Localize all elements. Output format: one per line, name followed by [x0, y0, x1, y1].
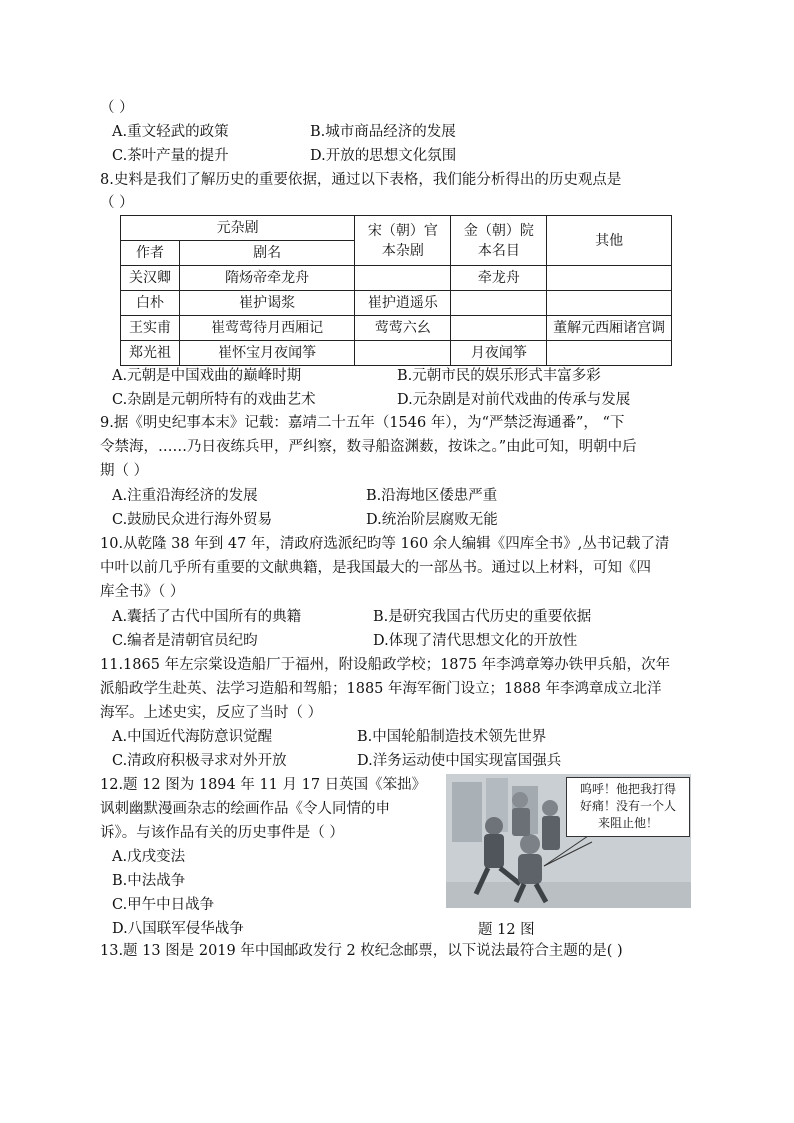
- table-row: [121, 316, 672, 341]
- table-cell-song: 莺莺六幺: [355, 316, 451, 341]
- q12-stem-line2: 讽刺幽默漫画杂志的绘画作品《令人同情的申: [100, 801, 390, 817]
- table-row: [121, 291, 672, 316]
- table-cell-author: 王实甫: [121, 316, 180, 341]
- q12-option-b: B.中法战争: [112, 873, 186, 889]
- table-cell-other: [547, 266, 672, 291]
- q8-option-c: C.杂剧是元朝所特有的戏曲艺术: [112, 392, 316, 408]
- q11-option-c: C.清政府积极寻求对外开放: [112, 753, 287, 769]
- q7-option-d: D.开放的思想文化氛围: [310, 148, 457, 164]
- table-row: [121, 341, 672, 366]
- table-cell-jin: [451, 316, 547, 341]
- q9-stem-line2: 令禁海，……乃日夜练兵甲，严纠察，数寻船盗渊薮，按诛之。”由此可知，明朝中后: [100, 439, 637, 455]
- q8-option-d: D.元杂剧是对前代戏曲的传承与发展: [397, 392, 631, 408]
- table-header-jin-line1: 金（朝）院: [463, 222, 534, 239]
- drama-history-table: [120, 215, 672, 366]
- q10-stem-line1: 10.从乾隆 38 年到 47 年，清政府选派纪昀等 160 余人编辑《四库全书》,丛书记载了清: [100, 536, 670, 552]
- table-cell-jin: 月夜闻筝: [451, 341, 547, 366]
- q9-option-b: B.沿海地区倭患严重: [366, 488, 498, 504]
- q10-stem-line3: 库全书》（ ）: [100, 584, 185, 600]
- q8-option-b: B.元朝市民的娱乐形式丰富多彩: [397, 368, 601, 384]
- table-header-author: 作者: [121, 241, 180, 266]
- q9-stem-line3: 期（ ）: [100, 463, 149, 479]
- q11-stem-line2: 派船政学生赴英、法学习造船和驾船；1885 年海军衙门设立；1888 年李鸿章成立北洋: [100, 681, 662, 697]
- q7-answer-blank: （ ）: [100, 100, 134, 116]
- q10-stem-line2: 中叶以前几乎所有重要的文献典籍，是我国最大的一部丛书。通过以上材料，可知《四: [100, 560, 651, 576]
- q12-option-d: D.八国联军侵华战争: [112, 921, 244, 937]
- q7-option-a: A.重文轻武的政策: [112, 124, 229, 140]
- q9-option-a: A.注重沿海经济的发展: [112, 488, 258, 504]
- table-cell-song: [355, 341, 451, 366]
- table-header-song-line2: 本杂剧: [381, 242, 424, 259]
- q9-option-c: C.鼓励民众进行海外贸易: [112, 512, 273, 528]
- q12-stem-line1: 12.题 12 图为 1894 年 11 月 17 日英国《笨拙》: [100, 777, 427, 793]
- table-cell-song: [355, 266, 451, 291]
- table-header-other: 其他: [547, 216, 672, 266]
- table-cell-play: 隋炀帝牵龙舟: [180, 266, 355, 291]
- speech-bubble-line3: 来阻止他！: [597, 816, 658, 830]
- q13-stem-line1: 13.题 13 图是 2019 年中国邮政发行 2 枚纪念邮票，以下说法最符合主题的是( ): [100, 943, 623, 959]
- q8-stem-line1: 8.史料是我们了解历史的重要依据，通过以下表格，我们能分析得出的历史观点是: [100, 172, 622, 188]
- table-header-jin-line2: 本名目: [477, 242, 520, 259]
- table-cell-jin: [451, 291, 547, 316]
- table-cell-play: 崔莺莺待月西厢记: [180, 316, 355, 341]
- q8-option-a: A.元朝是中国戏曲的巅峰时期: [112, 368, 302, 384]
- q10-option-a: A.囊括了古代中国所有的典籍: [112, 609, 302, 625]
- table-cell-other: [547, 341, 672, 366]
- speech-bubble-line1: 呜呼！他把我打得: [579, 782, 676, 796]
- speech-bubble-line2: 好痛！没有一个人: [579, 799, 676, 813]
- table-cell-song: 崔护逍遥乐: [355, 291, 451, 316]
- table-row: [121, 266, 672, 291]
- table-cell-author: 郑光祖: [121, 341, 180, 366]
- table-cell-author: 关汉卿: [121, 266, 180, 291]
- table-header-song: [355, 216, 451, 266]
- table-cell-play: 崔护谒浆: [180, 291, 355, 316]
- q11-option-a: A.中国近代海防意识觉醒: [112, 729, 273, 745]
- q10-option-b: B.是研究我国古代历史的重要依据: [373, 609, 592, 625]
- q11-stem-line3: 海军。上述史实，反应了当时（ ）: [100, 705, 323, 721]
- q10-option-c: C.编者是清朝官员纪昀: [112, 633, 258, 649]
- table-header-yuan: 元杂剧: [121, 216, 355, 241]
- q11-stem-line1: 11.1865 年左宗棠设造船厂于福州，附设船政学校；1875 年李鸿章筹办铁甲兵船，次年: [100, 657, 671, 673]
- speech-bubble: [566, 777, 690, 837]
- table-header-song-line1: 宋（朝）官: [367, 222, 438, 239]
- table-header-play: 剧名: [180, 241, 355, 266]
- table-cell-author: 白朴: [121, 291, 180, 316]
- q12-option-a: A.戊戌变法: [112, 849, 186, 865]
- table-cell-jin: 牵龙舟: [451, 266, 547, 291]
- table-cell-play: 崔怀宝月夜闻筝: [180, 341, 355, 366]
- table-cell-other: [547, 291, 672, 316]
- q7-option-b: B.城市商品经济的发展: [310, 124, 456, 140]
- table-cell-other: 董解元西厢诸宫调: [547, 316, 672, 341]
- q7-option-c: C.茶叶产量的提升: [112, 148, 229, 164]
- q9-stem-line1: 9.据《明史纪事本末》记载：嘉靖二十五年（1546 年），为“严禁泛海通番”， “下: [100, 415, 625, 431]
- q12-option-c: C.甲午中日战争: [112, 897, 215, 913]
- table-header-jin: [451, 216, 547, 266]
- q8-stem-line2: （ ）: [100, 195, 134, 211]
- figure-12-caption: 题 12 图: [478, 922, 535, 938]
- q12-stem-line3: 诉》。与该作品有关的历史事件是（ ）: [100, 825, 344, 841]
- q10-option-d: D.体现了清代思想文化的开放性: [373, 633, 578, 649]
- q11-option-b: B.中国轮船制造技术领先世界: [357, 729, 547, 745]
- q9-option-d: D.统治阶层腐败无能: [366, 512, 498, 528]
- q11-option-d: D.洋务运动使中国实现富国强兵: [357, 753, 562, 769]
